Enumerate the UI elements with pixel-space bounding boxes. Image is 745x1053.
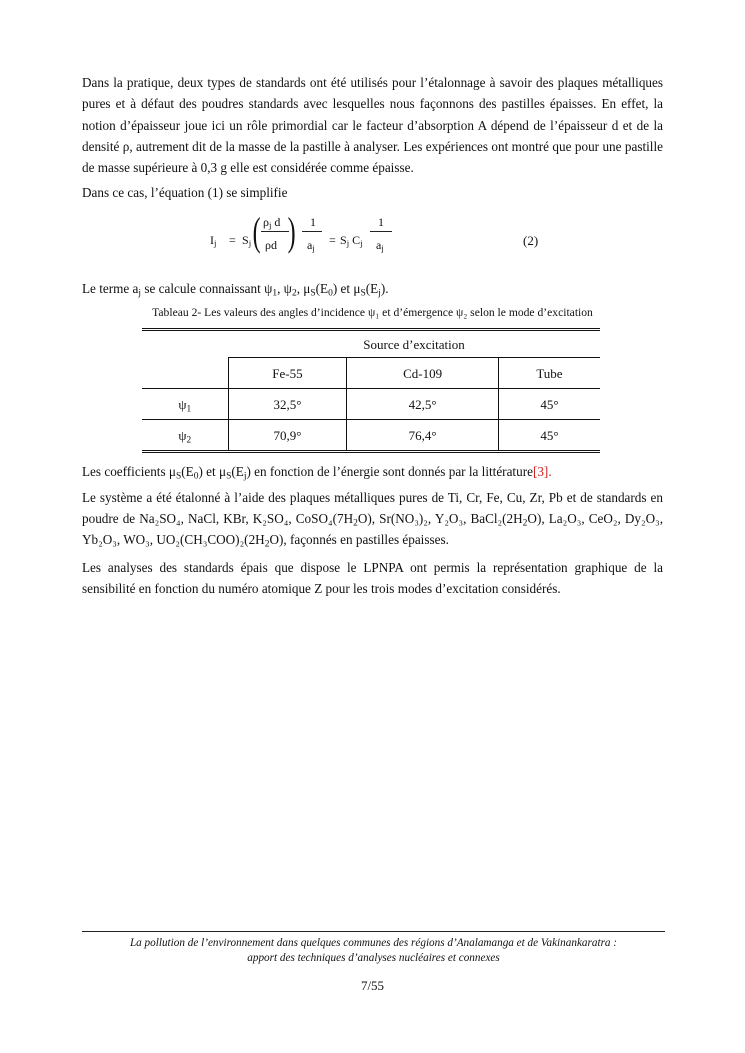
table-header-group-row bbox=[142, 330, 600, 358]
eq-S: $S_j$ bbox=[242, 232, 252, 248]
eq-fraction-line-2 bbox=[302, 231, 322, 232]
paragraph-coefficients: Les coefficients $\mu_S(E_0)$ et $\mu_S(E_j)$ en fonction de l’énergie sont donnés par la littérature[3]. bbox=[82, 464, 552, 482]
eq-right-paren: ) bbox=[287, 208, 296, 254]
table-group-header: Source d’excitation bbox=[363, 336, 465, 352]
paragraph-term-aj: Le terme $a_j$ se calcule connaissant $\psi_1$, $\psi_2$, $\mu_S(E_0)$ et $\mu_S(E_j)$. bbox=[82, 280, 389, 299]
eq-den-a-2: $a_j$ bbox=[376, 237, 384, 253]
table-row bbox=[142, 389, 600, 420]
table-caption: Tableau 2- Les valeurs des angles d’incidence ψ₁ et d’émergence ψ₂ selon le mode d’excitation bbox=[152, 306, 593, 320]
eq-fraction-line-1 bbox=[261, 231, 289, 232]
eq-equals-1: = bbox=[229, 232, 236, 247]
table-row-label: $\psi_1$ bbox=[142, 389, 228, 420]
footer-title-line-1: La pollution de l’environnement dans quelques communes des régions d’Analamanga et de Vakinankaratra : bbox=[129, 937, 618, 949]
table-cell: 76,4° bbox=[347, 420, 499, 452]
eq-num-rho: $\rho_j$ d bbox=[263, 214, 281, 230]
footer-title-line-2: apport des techniques d’analyses nucléaires et connexes bbox=[247, 952, 500, 964]
eq-num-1: 1 bbox=[310, 214, 316, 229]
table-row bbox=[142, 420, 600, 452]
table-col-header: Fe-55 bbox=[228, 358, 347, 389]
eq-den-a: $a_j$ bbox=[307, 237, 315, 253]
eq-den-rhod: ρd bbox=[265, 237, 277, 252]
eq-I: $I_j$ bbox=[210, 232, 217, 248]
page-number: 7/55 bbox=[360, 978, 385, 993]
paragraph-simplification: Dans ce cas, l’équation (1) se simplifie bbox=[82, 185, 288, 201]
eq-equals-2: = bbox=[329, 232, 336, 247]
table-cell: 42,5° bbox=[347, 389, 499, 420]
paragraph-calibration: Le système a été étalonné à l’aide des plaques métalliques pures de Ti, Cr, Fe, Cu, Zr, Pb et de standards en poudre de Na₂SO₄, NaCl, KBr, K₂SO₄, $CoSO_4(7H_2O)$, Sr(NO₃)₂, Y₂O₃, $BaCl_2(2H_2O)$, La₂O₃, CeO₂, Dy₂O₃, Yb₂O₃, WO₃, $UO_2(CH_3COO)_2(2H_2O)$, façonnés en pastilles épaisses. bbox=[82, 489, 664, 550]
table-empty-corner bbox=[142, 330, 228, 358]
eq-SC: $S_j$ $C_j$ bbox=[340, 232, 363, 248]
eq-num-1b: 1 bbox=[378, 214, 384, 229]
table-col-header: Cd-109 bbox=[347, 358, 499, 389]
body-text bbox=[82, 72, 663, 603]
eq-left-paren: ( bbox=[252, 208, 261, 254]
equation-2 bbox=[82, 210, 663, 270]
paragraph-analyses: Les analyses des standards épais que dispose le LPNPA ont permis la représentation graphique de la sensibilité en fonction du numéro atomique Z pour les trois modes d’excitation considérés. bbox=[82, 559, 663, 596]
table-cell: 45° bbox=[498, 420, 600, 452]
table-header-row bbox=[142, 358, 600, 389]
reference-link[interactable]: [3]. bbox=[532, 464, 552, 480]
paragraph-standards: Dans la pratique, deux types de standards ont été utilisés pour l’étalonnage à savoir des plaques métalliques pures et à défaut des poudres standards avec lesquelles nous façonnons des pastilles épaisses. En effet, la notion d’épaisseur joue ici un rôle primordial car le facteur d’absorption A dépend de l’épaisseur d et de la densité ρ, autrement dit de la masse de la pastille à analyser. Les expériences ont montré que pour une pastille de masse supérieure à 0,3 g elle est considérée comme épaisse. bbox=[82, 75, 663, 176]
table-cell: 45° bbox=[498, 389, 600, 420]
table-cell: 70,9° bbox=[228, 420, 347, 452]
table-col-header: Tube bbox=[498, 358, 600, 389]
equation-number: (2) bbox=[523, 232, 539, 248]
table-cell: 32,5° bbox=[228, 389, 347, 420]
table-row-label: $\psi_2$ bbox=[178, 427, 192, 446]
table-empty-cell bbox=[142, 358, 228, 389]
angles-table bbox=[142, 328, 600, 453]
page-footer bbox=[82, 931, 665, 966]
eq-fraction-line-3 bbox=[370, 231, 392, 232]
